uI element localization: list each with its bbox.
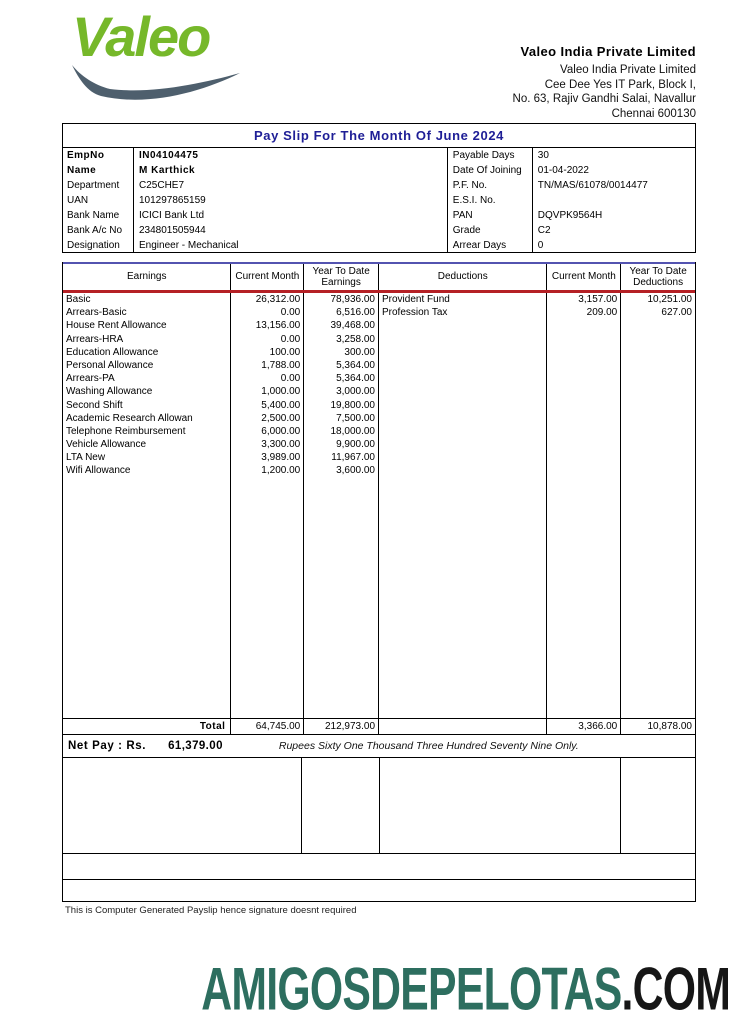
total-deductions-spacer bbox=[379, 719, 547, 734]
employee-details bbox=[62, 148, 696, 253]
earning-current-amount: 1,200.00 bbox=[261, 465, 301, 477]
employee-detail-value: ICICI Bank Ltd bbox=[139, 210, 205, 221]
net-pay-label: Net Pay : Rs. bbox=[68, 740, 147, 752]
earning-ytd-amount: 5,364.00 bbox=[336, 373, 375, 385]
earning-current-amount: 3,989.00 bbox=[261, 452, 301, 464]
employee-detail-value: M Karthick bbox=[139, 165, 196, 176]
earning-name: Education Allowance bbox=[66, 346, 159, 358]
computer-generated-note: This is Computer Generated Payslip hence signature doesnt required bbox=[65, 905, 357, 916]
employee-detail-value: 234801505944 bbox=[139, 225, 206, 236]
earning-current-amount: 26,312.00 bbox=[255, 294, 301, 305]
earnings-ytd-column bbox=[304, 293, 379, 718]
employee-detail-label: Arrear Days bbox=[448, 238, 533, 253]
earnings-names-column bbox=[63, 293, 231, 718]
employee-detail-label: EmpNo bbox=[63, 148, 134, 163]
earning-ytd-amount: 39,468.00 bbox=[330, 320, 375, 332]
watermark bbox=[201, 955, 730, 1024]
earning-ytd-amount: 9,900.00 bbox=[336, 439, 375, 451]
employee-detail-row bbox=[63, 238, 447, 253]
employee-detail-row bbox=[448, 178, 695, 193]
earning-current-amount: 13,156.00 bbox=[255, 320, 301, 332]
employee-detail-value: 30 bbox=[537, 150, 549, 161]
employee-detail-label: Payable Days bbox=[448, 148, 533, 163]
watermark-main: AMIGOSDEPELOTAS bbox=[201, 955, 622, 1024]
earning-current-amount: 0.00 bbox=[280, 333, 301, 345]
employee-detail-row bbox=[448, 148, 695, 163]
employee-detail-label: Bank A/c No bbox=[63, 223, 134, 238]
employee-detail-value: Engineer - Mechanical bbox=[139, 240, 239, 251]
employee-details-left bbox=[63, 148, 448, 252]
payslip-document bbox=[62, 123, 696, 902]
earning-current-amount: 0.00 bbox=[280, 307, 301, 319]
earning-ytd-amount: 7,500.00 bbox=[336, 412, 375, 424]
deduction-current-amount: 3,157.00 bbox=[578, 294, 618, 305]
earning-ytd-amount: 19,800.00 bbox=[330, 399, 375, 411]
employee-detail-value: C2 bbox=[537, 225, 551, 236]
employee-detail-label: UAN bbox=[63, 193, 134, 208]
empty-strip-1 bbox=[62, 854, 696, 880]
spacer bbox=[62, 253, 696, 262]
earning-current-amount: 1,000.00 bbox=[261, 386, 301, 398]
earning-ytd-amount: 6,516.00 bbox=[336, 307, 375, 319]
company-header bbox=[513, 44, 696, 121]
total-deductions-current: 3,366.00 bbox=[547, 719, 621, 734]
employee-detail-value: 0 bbox=[537, 240, 544, 251]
company-address-line: Chennai 600130 bbox=[611, 107, 696, 120]
earning-name: Arrears-HRA bbox=[66, 333, 124, 345]
earning-ytd-amount: 5,364.00 bbox=[336, 359, 375, 371]
deductions-ytd-column bbox=[621, 293, 695, 718]
company-address-line: Cee Dee Yes IT Park, Block I, bbox=[544, 78, 696, 91]
deduction-ytd-amount: 627.00 bbox=[661, 307, 692, 319]
employee-detail-row bbox=[63, 148, 447, 163]
deduction-name: Profession Tax bbox=[382, 307, 448, 319]
earning-name: Washing Allowance bbox=[66, 386, 153, 398]
earning-ytd-amount: 3,258.00 bbox=[336, 333, 375, 345]
deduction-current-amount: 209.00 bbox=[586, 307, 618, 319]
payslip-title: Pay Slip For The Month Of June 2024 bbox=[62, 123, 696, 148]
earning-ytd-amount: 300.00 bbox=[344, 346, 375, 358]
employee-detail-value: 101297865159 bbox=[139, 195, 206, 206]
employee-detail-label: PAN bbox=[448, 208, 533, 223]
earning-ytd-amount: 3,600.00 bbox=[336, 465, 375, 477]
employee-detail-row bbox=[63, 223, 447, 238]
header-ytd-earnings: Year To Date Earnings bbox=[304, 264, 379, 290]
employee-detail-value bbox=[533, 193, 695, 208]
earning-ytd-amount: 3,000.00 bbox=[336, 386, 375, 398]
company-address-line: Valeo India Private Limited bbox=[560, 64, 696, 76]
employee-detail-label: Designation bbox=[63, 238, 134, 253]
employee-detail-row bbox=[63, 163, 447, 178]
signature-cell-2 bbox=[302, 758, 380, 853]
earning-current-amount: 6,000.00 bbox=[261, 425, 301, 437]
earning-name: Arrears-Basic bbox=[66, 307, 127, 319]
employee-detail-value: IN04104475 bbox=[139, 150, 199, 161]
net-pay-in-words: Rupees Sixty One Thousand Three Hundred Seventy Nine Only. bbox=[278, 740, 579, 752]
employee-detail-label: Name bbox=[63, 163, 134, 178]
employee-detail-label: Grade bbox=[448, 223, 533, 238]
earning-name: Telephone Reimbursement bbox=[66, 425, 186, 437]
employee-detail-row bbox=[448, 208, 695, 223]
employee-detail-value: TN/MAS/61078/0014477 bbox=[537, 180, 648, 191]
employee-detail-row bbox=[63, 178, 447, 193]
valeo-swoosh-icon bbox=[68, 64, 244, 102]
employee-detail-row bbox=[448, 163, 695, 178]
signature-cell-3 bbox=[380, 758, 621, 853]
deduction-ytd-amount: 10,251.00 bbox=[647, 294, 692, 305]
deductions-names-column bbox=[379, 293, 547, 718]
employee-detail-label: E.S.I. No. bbox=[448, 193, 533, 208]
employee-details-right bbox=[448, 148, 695, 252]
signature-cell-4 bbox=[621, 758, 695, 853]
pay-table bbox=[62, 262, 696, 735]
employee-detail-row bbox=[63, 193, 447, 208]
employee-detail-label: P.F. No. bbox=[448, 178, 533, 193]
total-earnings-ytd: 212,973.00 bbox=[304, 719, 379, 734]
earning-ytd-amount: 78,936.00 bbox=[330, 294, 375, 305]
deduction-name: Provident Fund bbox=[382, 294, 450, 305]
empty-strip-2 bbox=[62, 880, 696, 902]
total-earnings-current: 64,745.00 bbox=[231, 719, 304, 734]
valeo-logo-text: Valeo bbox=[72, 5, 210, 68]
net-pay-row bbox=[62, 735, 696, 757]
employee-detail-row bbox=[448, 223, 695, 238]
employee-detail-row bbox=[448, 193, 695, 208]
signature-cell-1 bbox=[63, 758, 302, 853]
pay-table-body bbox=[63, 293, 695, 718]
earning-current-amount: 100.00 bbox=[269, 346, 301, 358]
earning-ytd-amount: 11,967.00 bbox=[331, 452, 375, 464]
earning-name: LTA New bbox=[66, 452, 106, 464]
header-deductions-current-month: Current Month bbox=[547, 264, 621, 290]
total-row bbox=[63, 718, 695, 735]
deductions-current-column bbox=[547, 293, 621, 718]
company-address-line: No. 63, Rajiv Gandhi Salai, Navallur bbox=[512, 93, 696, 105]
earning-name: Personal Allowance bbox=[66, 359, 154, 371]
earning-name: Vehicle Allowance bbox=[66, 439, 147, 451]
earning-current-amount: 1,788.00 bbox=[261, 359, 301, 371]
header-earnings: Earnings bbox=[63, 264, 231, 290]
earning-current-amount: 0.00 bbox=[280, 373, 301, 385]
employee-detail-row bbox=[63, 208, 447, 223]
earning-ytd-amount: 18,000.00 bbox=[330, 425, 375, 437]
employee-detail-label: Date Of Joining bbox=[448, 163, 533, 178]
employee-detail-row bbox=[448, 238, 695, 253]
earnings-current-column bbox=[231, 293, 304, 718]
employee-detail-value: 01-04-2022 bbox=[537, 165, 589, 176]
earning-current-amount: 2,500.00 bbox=[261, 412, 301, 424]
earning-name: House Rent Allowance bbox=[66, 320, 167, 332]
earning-name: Second Shift bbox=[66, 399, 123, 411]
net-pay-amount: 61,379.00 bbox=[168, 740, 223, 752]
employee-detail-label: Bank Name bbox=[63, 208, 134, 223]
header-earnings-current-month: Current Month bbox=[231, 264, 304, 290]
header-deductions: Deductions bbox=[379, 264, 547, 290]
earning-name: Academic Research Allowan bbox=[66, 412, 193, 424]
employee-detail-value: C25CHE7 bbox=[139, 180, 185, 191]
pay-table-header bbox=[63, 262, 695, 290]
earning-current-amount: 3,300.00 bbox=[261, 439, 301, 451]
earning-name: Wifi Allowance bbox=[66, 465, 131, 477]
signature-area bbox=[62, 757, 696, 854]
total-deductions-ytd: 10,878.00 bbox=[647, 721, 692, 732]
employee-detail-value: DQVPK9564H bbox=[537, 210, 603, 221]
earning-name: Arrears-PA bbox=[66, 373, 115, 385]
earning-name: Basic bbox=[66, 294, 91, 305]
employee-detail-label: Department bbox=[63, 178, 134, 193]
watermark-suffix: .COM bbox=[621, 955, 730, 1024]
company-name: Valeo India Private Limited bbox=[520, 44, 696, 59]
header-ytd-deductions: Year To Date Deductions bbox=[629, 265, 687, 288]
valeo-logo bbox=[72, 5, 272, 108]
earning-current-amount: 5,400.00 bbox=[261, 399, 301, 411]
company-address bbox=[513, 63, 696, 121]
total-label: Total bbox=[63, 719, 231, 734]
